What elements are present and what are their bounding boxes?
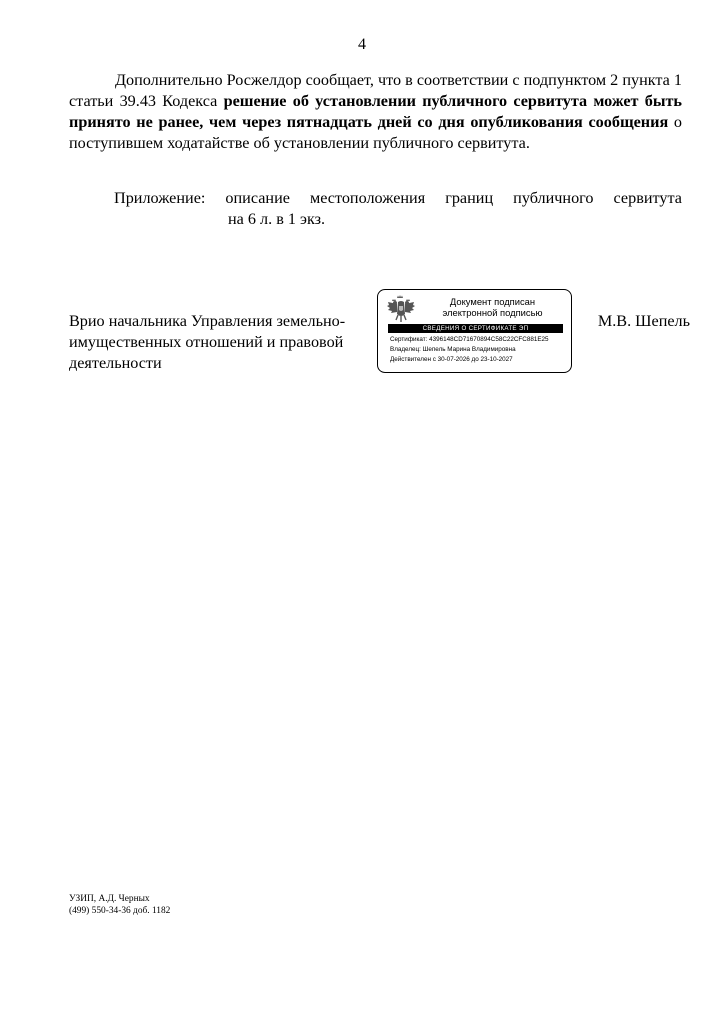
signer-position [69, 311, 369, 374]
stamp-title-line: электронной подписью [442, 307, 543, 318]
paragraph-text-start: Дополнительно Росжелдор сообщает, что в соответствии с подпунктом 2 пункта 1 статьи 39.43 Кодекса [69, 71, 682, 110]
coat-of-arms-icon [386, 294, 416, 324]
appendix-word: публичного [513, 189, 594, 207]
paragraph-bold-text: решение об установлении публичного сервитута может быть принято не ранее, чем через пятнадцать дней со дня опубликования сообщения [69, 92, 682, 131]
stamp-title-line: Документ подписан [449, 296, 536, 307]
stamp-certificate: Сертификат: 4396148CD71670894C58C22CFC881E25 [390, 336, 549, 343]
signer-position-line: имущественных отношений и правовой [69, 333, 344, 351]
executor-name: УЗИП, А.Д. Черных [69, 894, 150, 904]
appendix-word: сервитута [613, 189, 682, 207]
stamp-certificate-header: СВЕДЕНИЯ О СЕРТИФИКАТЕ ЭП [388, 324, 563, 333]
paragraph-text-end: о поступившем ходатайстве об установлении публичного сервитута. [69, 113, 682, 152]
appendix-word: местоположения [309, 189, 426, 207]
signer-position-line: деятельности [69, 354, 162, 372]
appendix-word: описание [225, 189, 290, 207]
main-paragraph [69, 70, 682, 154]
electronic-signature-stamp [377, 289, 572, 373]
stamp-validity: Действителен с 30-07-2026 до 23-10-2027 [390, 356, 513, 363]
signer-position-line: Врио начальника Управления земельно- [69, 312, 346, 330]
stamp-title [418, 296, 567, 318]
signer-name: М.В. Шепель [597, 312, 690, 330]
stamp-owner: Владелец: Шепель Марина Владимировна [390, 346, 516, 353]
page-number: 4 [358, 36, 366, 53]
executor-info [69, 893, 170, 917]
appendix-word: границ [445, 189, 494, 207]
appendix-block [114, 188, 682, 230]
executor-phone: (499) 550-34-36 доб. 1182 [69, 906, 171, 916]
appendix-label: Приложение: [114, 189, 206, 207]
appendix-line-2: на 6 л. в 1 экз. [228, 210, 326, 228]
appendix-line-1 [114, 188, 682, 209]
